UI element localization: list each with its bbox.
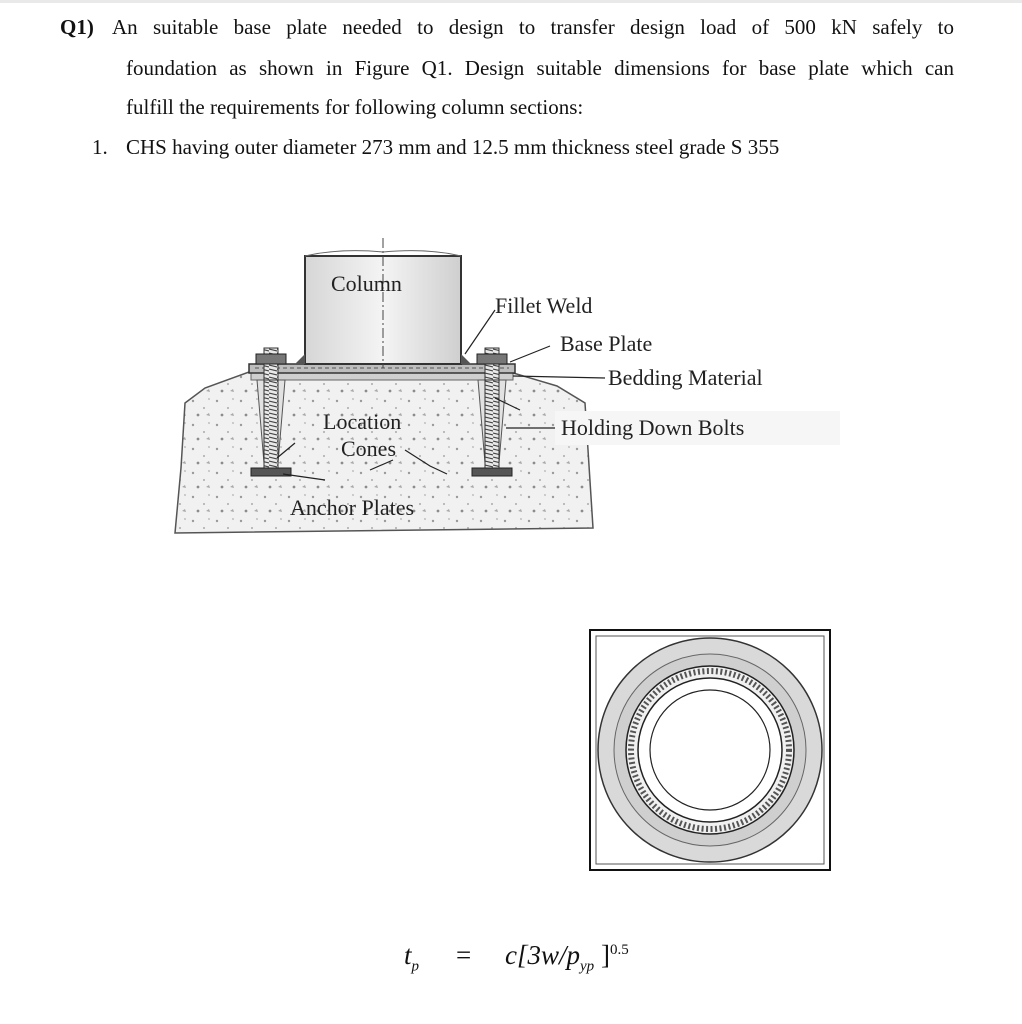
equation-sign: =: [456, 940, 472, 970]
label-location: Location: [323, 409, 402, 434]
label-bedding-material: Bedding Material: [608, 365, 763, 390]
equation-rhs: $c[3w/p_{yp}$ ]$^{0.5}$: [505, 940, 629, 975]
label-anchor-plates: Anchor Plates: [290, 495, 415, 520]
fillet-weld-right: [461, 354, 471, 364]
base-plate-figure: [165, 228, 845, 540]
top-divider: [0, 0, 1022, 3]
label-cones: Cones: [341, 436, 396, 461]
question-text-1: An suitable base plate needed to design to transfer design load of 500 kN safely to: [111, 15, 954, 39]
label-fillet-weld: Fillet Weld: [495, 293, 593, 318]
list-item-number: 1.: [92, 135, 108, 159]
plan-view-figure: [588, 628, 834, 872]
question-line-3: fulfill the requirements for following column sections:: [126, 95, 584, 119]
question-line-1: [60, 14, 954, 40]
fillet-weld-left: [295, 354, 305, 364]
list-item-text: CHS having outer diameter 273 mm and 12.5 mm thickness steel grade S 355: [126, 135, 780, 159]
bedding-material: [251, 373, 513, 380]
label-column: Column: [331, 271, 402, 296]
label-base-plate: Base Plate: [560, 331, 653, 356]
list-item: [92, 134, 779, 160]
anchor-plate-right: [472, 468, 512, 476]
question-line-2: foundation as shown in Figure Q1. Design suitable dimensions for base plate which can: [126, 56, 954, 80]
question-number: Q1): [60, 15, 94, 39]
equation-lhs: $t_p$: [404, 940, 420, 975]
label-holding-down-bolts: Holding Down Bolts: [561, 415, 745, 440]
